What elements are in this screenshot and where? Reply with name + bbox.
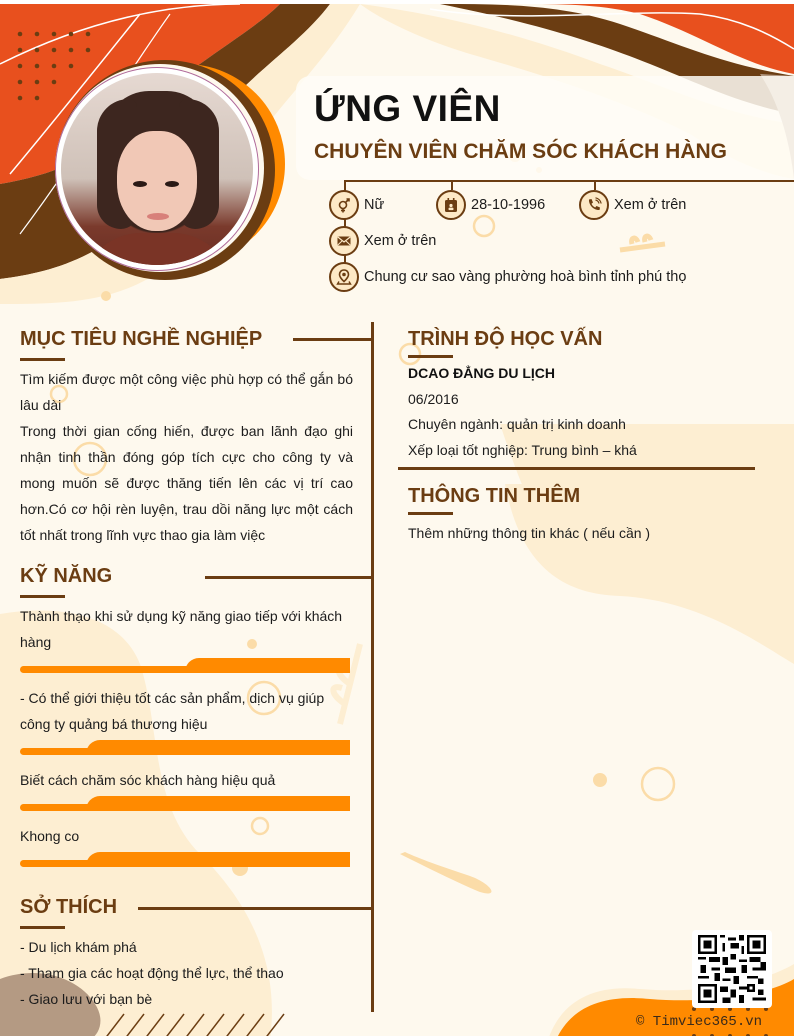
section-underline	[20, 595, 65, 598]
address-value: Chung cư sao vàng phường hoà bình tỉnh phú thọ	[364, 269, 687, 285]
skill-bar	[20, 740, 350, 755]
education-date: 06/2016	[408, 391, 459, 407]
birthday-value: 28-10-1996	[471, 197, 546, 213]
phone-icon	[579, 190, 609, 220]
skill-label: Biết cách chăm sóc khách hàng hiệu quả	[20, 772, 276, 788]
cv-page	[0, 4, 794, 1036]
phone-value: Xem ở trên	[614, 197, 687, 213]
additional-text: Thêm những thông tin khác ( nếu cần )	[408, 525, 651, 541]
contact-email	[329, 226, 436, 256]
gender-value: Nữ	[364, 197, 385, 213]
section-rule	[138, 907, 373, 910]
avatar	[61, 73, 253, 265]
section-rule	[205, 576, 373, 579]
qr-code-icon	[692, 930, 772, 1008]
candidate-name: ỨNG VIÊN	[314, 88, 501, 129]
connector-line	[451, 180, 453, 190]
connector-line	[594, 180, 596, 190]
email-value: Xem ở trên	[364, 233, 437, 249]
objective-text: Tìm kiếm được một công việc phù hợp có thể gắn bó lâu dài Trong thời gian cống hiến, được ban lãnh đạo ghi nhận tinh thần đóng góp tích cực cho công ty và mong muốn sẽ được thăng tiến lên các vị trí cao hơn.Có cơ hội rèn luyện, trau dồi năng lực một cách tốt nhất trong lĩnh vực thao gia làm việc	[20, 371, 353, 543]
skill-bar	[20, 796, 350, 811]
job-position: CHUYÊN VIÊN CHĂM SÓC KHÁCH HÀNG	[314, 140, 728, 163]
location-icon	[329, 262, 359, 292]
skill-bar	[20, 852, 350, 867]
education-major: Chuyên ngành: quản trị kinh doanh	[408, 416, 626, 432]
skill-label: - Có thể giới thiệu tốt các sản phẩm, dịch vụ giúp công ty quảng bá thương hiệu	[20, 690, 325, 732]
skill-label: Thành thạo khi sử dụng kỹ năng giao tiếp với khách hàng	[20, 608, 343, 650]
section-rule	[398, 467, 755, 470]
contact-phone	[579, 190, 686, 220]
skill-label: Khong co	[20, 828, 80, 844]
school-name: DCAO ĐẲNG DU LỊCH	[408, 365, 555, 381]
contact-gender	[329, 190, 384, 220]
section-underline	[20, 358, 65, 361]
header-divider	[344, 180, 794, 182]
section-title-education: TRÌNH ĐỘ HỌC VẤN	[408, 328, 603, 350]
contact-birthday	[436, 190, 545, 220]
hobby-item: - Giao lưu với bạn bè	[20, 991, 153, 1007]
hobby-item: - Tham gia các hoạt động thể lực, thể thao	[20, 965, 284, 981]
section-title-objective: MỤC TIÊU NGHỀ NGHIỆP	[20, 328, 263, 350]
education-grade: Xếp loại tốt nghiệp: Trung bình – khá	[408, 442, 637, 458]
hobby-item: - Du lịch khám phá	[20, 939, 137, 955]
section-rule	[293, 338, 373, 341]
section-title-additional: THÔNG TIN THÊM	[408, 485, 581, 507]
skill-bar	[20, 658, 350, 673]
gender-icon	[329, 190, 359, 220]
section-underline	[408, 512, 453, 515]
section-title-skills: KỸ NĂNG	[20, 565, 113, 587]
section-underline	[20, 926, 65, 929]
contact-address	[329, 262, 686, 292]
copyright-text: © Timviec365.vn	[636, 1014, 763, 1030]
section-title-hobbies: SỞ THÍCH	[20, 896, 118, 918]
section-underline	[408, 355, 453, 358]
calendar-icon	[436, 190, 466, 220]
email-icon	[329, 226, 359, 256]
